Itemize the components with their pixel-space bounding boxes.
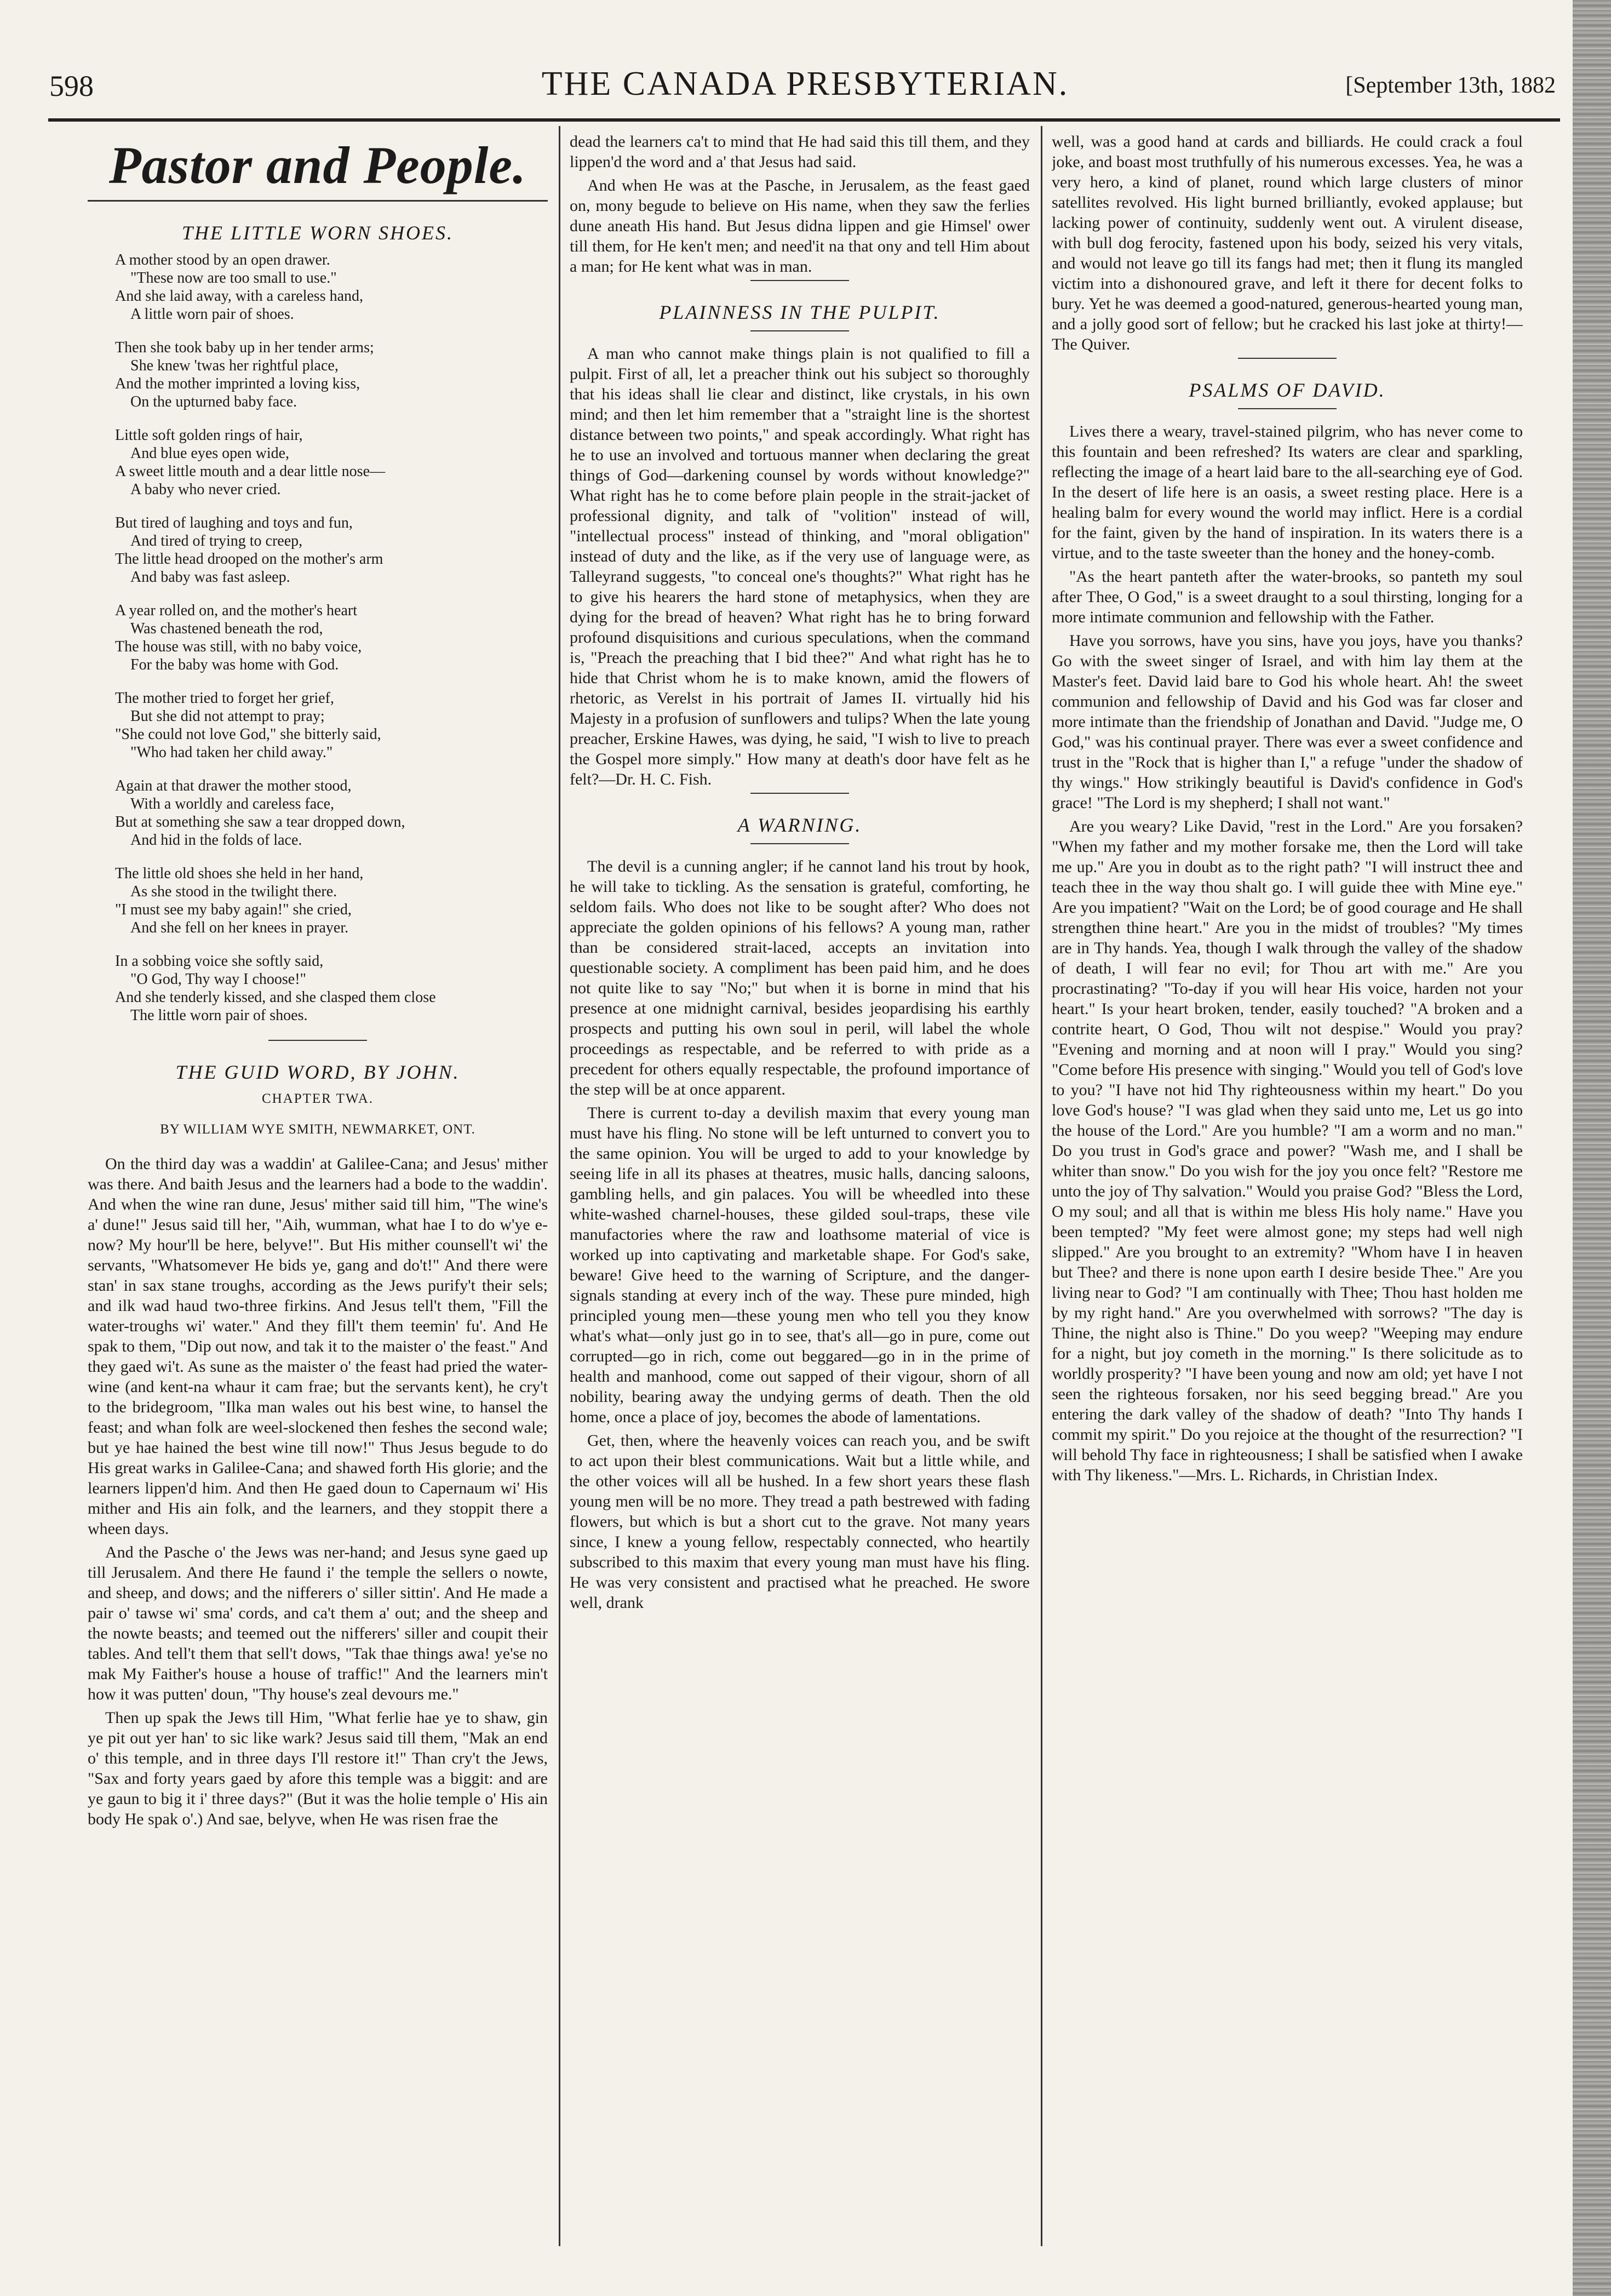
- paragraph: dead the learners ca't to mind that He had said this till them, and they lippen'd the word and a' that Jesus had said.: [570, 133, 1030, 171]
- byline: BY WILLIAM WYE SMITH, NEWMARKET, ONT.: [160, 1122, 475, 1137]
- column-2: [570, 131, 1030, 1616]
- poem-line: And blue eyes open wide,: [130, 445, 290, 462]
- poem-line: But she did not attempt to pray;: [130, 708, 325, 725]
- paragraph: And the Pasche o' the Jews was ner-hand; and Jesus syne gaed up till Jerusalem. And there He faund i' the temple the sellers o nowte, and sheep, and dows; and the nifferers o' siller sittin'. And He made a pair o' tawse wi' sma' cords, and ca't them a' out; and the sheep and the nowte beasts; and teemed out the nifferers' siller and coupit their tables. And tell't them that sell't dows, "Tak thae things awa! ye'se no mak My Faither's house a house of traffic!" And the learners min't how it was putten' doun, "Thy house's zeal devours me.": [88, 1543, 548, 1703]
- chapter-heading: CHAPTER TWA.: [261, 1091, 374, 1106]
- article-divider: [1238, 358, 1337, 359]
- poem-title: THE LITTLE WORN SHOES.: [181, 222, 454, 244]
- poem-line: And tired of trying to creep,: [130, 533, 303, 549]
- column-3: [1052, 131, 1523, 1488]
- section-title: Pastor and People.: [109, 136, 526, 194]
- poem-line: With a worldly and careless face,: [130, 795, 335, 812]
- paragraph: Are you weary? Like David, "rest in the Lord." Are you forsaken? "When my father and my mother forsake me, then the Lord will take me up." Are you in doubt as to the right path? "I will instruct thee and teach thee in the way thou shalt go. I will guide thee with Mine eye." Are you impatient? "Wait on the Lord; be of good courage and He shall strengthen thine heart." Are you in the midst of troubles? "My times are in Thy hands. Yea, though I walk through the valley of the shadow of death, I will fear no evil; for Thou art with me." Are you procrastinating? "To-day if you will hear His voice, harden not your heart." Is your heart broken, tender, easily touched? "A broken and a contrite heart, O God, Thou wilt not despise." Would you pray? "Evening and morning and at noon will I pray." Would you sing? "Come before His presence with singing." Would you tell of God's love to you? "I have not hid Thy righteousness within my heart." Do you love God's house? "I was glad when they said unto me, Let us go into the house of the Lord." Are you humble? "I am a worm and no man." Do you trust in God's grace and power? "Wash me, and I shall be whiter than snow." Do you wish for the joy you once felt? "Restore me unto the joy of Thy salvation." Would you praise God? "Bless the Lord, O my soul; and all that is within me bless His holy name." Have you been tempted? "My feet were almost gone; my steps had well nigh slipped." Are you brought to an extremity? "Whom have I in heaven but Thee? and there is none upon earth I desire beside Thee." Are you living near to God? "I am continually with Thee; Thou hast holden me by my right hand." Are you overwhelmed with sorrows? "The day is Thine, the night also is Thine." Do you weep? "Weeping may endure for a night, but joy cometh in the morning." Is there solicitude as to worldly prosperity? "I have been young and now am old; yet have I not seen the righteous forsaken, nor his seed begging bread." Are you entering the dark valley of the shadow of death? "Into Thy hands I commit my spirit." Do you rejoice at the thought of the resurrection? "I will behold Thy face in righteousness; I shall be satisfied when I awake with Thy likeness."—Mrs. L. Richards, in Christian Index.: [1052, 817, 1523, 1484]
- issue-date: [September 13th, 1882: [1345, 73, 1556, 98]
- poem-stanza: [115, 777, 548, 849]
- paragraph: The devil is a cunning angler; if he cannot land his trout by hook, he will take to tickling. As the sensation is grateful, comforting, he seldom fails. Who does not like to be sought after? Who does not appreciate the golden opinions of his fellows? A young man, rather than be considered strait-laced, accepts an invitation into questionable society. A compliment has been paid him, and he does not quite like to say "No;" but when it is borne in mind that his presence at one midnight carnival, besides jeopardising his earthly prospects and putting his own soul in peril, will label the whole proceedings as respectable, and be referred to with pride as a precedent for others equally respectable, the profound importance of the step will be at once apparent.: [570, 857, 1030, 1098]
- poem-stanza: [115, 426, 548, 499]
- article-title: A WARNING.: [737, 814, 862, 836]
- poem-line: "Who had taken her child away.": [130, 744, 333, 761]
- article-title: PSALMS OF DAVID.: [1189, 379, 1386, 401]
- poem-line: But at something she saw a tear dropped down,: [115, 814, 405, 831]
- poem-line: A sweet little mouth and a dear little nose—: [115, 463, 385, 480]
- poem-line: And the mother imprinted a loving kiss,: [115, 375, 360, 392]
- poem-line: Little soft golden rings of hair,: [115, 427, 303, 444]
- article-divider: [268, 1040, 367, 1041]
- title-underline: [1238, 408, 1337, 409]
- paragraph: And when He was at the Pasche, in Jerusalem, as the feast gaed on, mony begude to believe on His name, when they saw the ferlies dune aneath His hand. But Jesus didna lippen and gie Himsel' ower till them, for He ken't men; and need'it na that ony and tell Him about a man; for He kent what was in man.: [570, 176, 1030, 276]
- title-underline: [750, 330, 849, 331]
- poem-stanza: [115, 864, 548, 937]
- poem-stanza: [115, 689, 548, 761]
- poem-body: [88, 251, 548, 1024]
- poem-stanza: [115, 251, 548, 323]
- poem-line: She knew 'twas her rightful place,: [130, 357, 339, 374]
- poem-line: Then she took baby up in her tender arms;: [115, 339, 374, 356]
- poem-line: On the upturned baby face.: [130, 393, 297, 410]
- poem-line: In a sobbing voice she softly said,: [115, 953, 324, 970]
- page-number: 598: [49, 70, 94, 102]
- header-rule: [48, 118, 1560, 122]
- section-rule: [88, 200, 548, 202]
- poem-line: "O God, Thy way I choose!": [130, 971, 306, 988]
- poem-line: And baby was fast asleep.: [130, 569, 290, 586]
- paragraph: On the third day was a waddin' at Galilee-Cana; and Jesus' mither was there. And baith Jesus and the learners had a bode to the waddin'. And when the wine ran dune, Jesus' mither said till him, "The wine's a' dune!" Jesus said till her, "Aih, wumman, what hae I to do w'ye e-now? My hour'll be here, belyve!". But His mither counsell't wi' the servants, "Whatsomever He bids ye, gang and do't!" And there were stan' in sax stane troughs, according as the Jews purify't their sels; and ilk wad haud two-three firkins. And Jesus tell't them, "Fill the water-troughs wi' water." And they fill't them teemin' fu'. And He spak to them, "Dip out now, and tak it to the maister o' the feast." And they gaed wi't. As sune as the maister o' the feast had pried the water-wine (and kent-na whaur it cam frae; but the servants kent), he cry't to the bridegroom, "Ilka man wales out his best wine, to hansel the feast; and whan folk are weel-slockened then feshes the second wale; but ye hae hained the best wine till now!" Thus Jesus begude to do His great warks in Galilee-Cana; and shawed forth His glorie; and the learners lippen'd him. And then He gaed doun to Capernaum wi' His mither and His ain folk, and the learners, and they stoppit there a wheen days.: [88, 1155, 548, 1538]
- poem-stanza: [115, 339, 548, 411]
- paragraph: Get, then, where the heavenly voices can reach you, and be swift to act upon their blest communications. Wait but a little while, and the other voices will all be hushed. In a few short years these flash young men will be no more. They tread a path bestrewed with fading flowers, but which is but a short cut to the grave. Not many years since, I knew a young fellow, respectably connected, who heartily subscribed to this maxim that every young man must have his fling. He was very consistent and practised what he preached. He swore well, drank: [570, 1432, 1030, 1612]
- masthead-title: THE CANADA PRESBYTERIAN.: [541, 65, 1069, 102]
- poem-stanza: [115, 514, 548, 586]
- paragraph: Lives there a weary, travel-stained pilgrim, who has never come to this fountain and been refreshed? Its waters are clear and sparkling, reflecting the image of a heart laid bare to the all-searching eye of God. In the desert of life here is an oasis, a sweet resting place. Here is a healing balm for every wound the world may inflict. Here is a cordial for the faint, given by the hand of inspiration. In its waters there is a virtue, and to the taste sweeter than the honey and the honey-comb.: [1052, 422, 1523, 562]
- paragraph: "As the heart panteth after the water-brooks, so panteth my soul after Thee, O God," is a sweet draught to a soul thirsting, longing for a more intimate communion and fellowship with the Father.: [1052, 568, 1523, 626]
- article-divider: [750, 280, 849, 281]
- poem-line: The little worn pair of shoes.: [130, 1007, 308, 1024]
- paragraph: Have you sorrows, have you sins, have you joys, have you thanks? Go with the sweet singer of Israel, and with him lay them at the Master's feet. David laid bare to God his whole heart. Ah! the sweet communion and fellowship of David and his God was far closer and more intimate than the friendship of Jonathan and David. "Judge me, O God," was his continual prayer. There was ever a sweet confidence and trust in the "Rock that is higher than I," a refuge "under the shadow of thy wings." How strikingly beautiful is David's confidence in God's grace! "The Lord is my shepherd; I shall not want.": [1052, 632, 1523, 812]
- poem-line: And she tenderly kissed, and she clasped them close: [115, 989, 436, 1006]
- paragraph: A man who cannot make things plain is not qualified to fill a pulpit. First of all, let a preacher think out his subject so thoroughly that his ideas shall lie clear and distinct, like crystals, in his own mind; and then let him remember that a "straight line is the shortest distance between two points," and speak accordingly. What right has he to use an involved and tortuous manner when declaring the great things of God—darkening counsel by words without knowledge?" What right has he to come before plain people in the strait-jacket of professional dignity, and talk of "volition" instead of will, "intellectual process" instead of thinking, and "moral obligation" instead of duty and the like, as if the very use of language were, as Talleyrand suggests, "to conceal one's thoughts?" What right has he to give his hearers the hard stone of metaphysics, when they are dying for the bread of heaven? What right has he to bring forward profound disquisitions and curious speculations, when the command is, "Preach the preaching that I bid thee?" And what right has he to hide that Christ whom he is to make known, amid the flowers of rhetoric, as Verelst in his portrait of James II. virtually hid his Majesty in a profusion of sunflowers and tulips? When the late young preacher, Erskine Hawes, was dying, he said, "I wish to live to preach the Gospel more simply." How many at death's door have felt as he felt?—Dr. H. C. Fish.: [570, 345, 1030, 788]
- poem-line: And hid in the folds of lace.: [130, 832, 302, 849]
- paragraph: well, was a good hand at cards and billiards. He could crack a foul joke, and boast most truthfully of his numerous excesses. Yea, he was a very hero, a kind of planet, round which large clusters of minor satellites revolved. His light burned brilliantly, evoked applause; but lacking power of continuity, suddenly went out. A virulent disease, with bull dog ferocity, fastened upon his body, seized his very vitals, and would not leave go till its fangs had met; then it flung its mangled victim into a dishonoured grave, and left it there for decent folks to bury. Yet he was deemed a good-natured, generous-hearted young man, and a jolly good sort of fellow; but he cracked his last joke at thirty!—The Quiver.: [1052, 133, 1523, 353]
- poem-line: A baby who never cried.: [130, 481, 281, 498]
- poem-line: And she fell on her knees in prayer.: [130, 919, 349, 936]
- poem-line: The little head drooped on the mother's arm: [115, 551, 383, 568]
- poem-line: Again at that drawer the mother stood,: [115, 777, 352, 794]
- column-divider: [559, 126, 560, 2246]
- poem-line: The mother tried to forget her grief,: [115, 690, 334, 707]
- page-header: [49, 65, 1561, 114]
- poem-line: A little worn pair of shoes.: [130, 306, 294, 323]
- poem-stanza: [115, 952, 548, 1024]
- poem-line: And she laid away, with a careless hand,: [115, 288, 364, 305]
- poem-line: As she stood in the twilight there.: [130, 883, 337, 900]
- paragraph: Then up spak the Jews till Him, "What ferlie hae ye to shaw, gin ye pit out yer han' to sic like wark? Jesus said till them, "Mak an end o' this temple, and in three days I'll restore it!" Than cry't the Jews, "Sax and forty years gaed by afore this temple was a biggit: and are ye gaun to big it i' three days?" (But it was the holie temple o' His ain body He spak o'.) And sae, belyve, when He was risen frae the: [88, 1709, 548, 1828]
- column-divider: [1041, 126, 1042, 2246]
- poem-line: "These now are too small to use.": [130, 270, 337, 287]
- poem-line: A year rolled on, and the mother's heart: [115, 602, 358, 619]
- binding-edge: [1573, 0, 1611, 2296]
- poem-line: "She could not love God," she bitterly said,: [115, 726, 381, 743]
- poem-line: "I must see my baby again!" she cried,: [115, 901, 352, 918]
- article-title: PLAINNESS IN THE PULPIT.: [659, 301, 941, 323]
- poem-stanza: [115, 602, 548, 674]
- poem-line: But tired of laughing and toys and fun,: [115, 514, 353, 531]
- poem-line: A mother stood by an open drawer.: [115, 251, 330, 268]
- article-divider: [750, 793, 849, 794]
- poem-line: The little old shoes she held in her hand,: [115, 865, 364, 882]
- poem-line: Was chastened beneath the rod,: [130, 620, 323, 637]
- title-underline: [750, 843, 849, 844]
- poem-line: The house was still, with no baby voice,: [115, 638, 362, 655]
- article-title: THE GUID WORD, BY JOHN.: [175, 1061, 460, 1083]
- paragraph: There is current to-day a devilish maxim that every young man must have his fling. No stone will be left unturned to convert you to the same opinion. You will be urged to add to your knowledge by seeing life in all its phases at theatres, music halls, dancing saloons, gambling hells, and gin palaces. You will be wheedled into these white-washed charnel-houses, these gilded soul-traps, these vile manufactories where the raw and loathsome material of vice is worked up into captivating and marketable shape. For God's sake, beware! Give heed to the warning of Scripture, and the danger-signals standing at every inch of the way. These pure minded, high principled young men—these young men who tell you they know what's what—only just go in to see, that's all—go in pure, come out corrupted—go in rich, come out beggared—go in in the prime of health and manhood, come out sapped of their vigour, shorn of all nobility, bearing away the undying germs of death. Then the old home, once a place of joy, becomes the abode of lamentations.: [570, 1104, 1030, 1426]
- poem-line: For the baby was home with God.: [130, 656, 339, 673]
- column-1: [88, 131, 548, 1833]
